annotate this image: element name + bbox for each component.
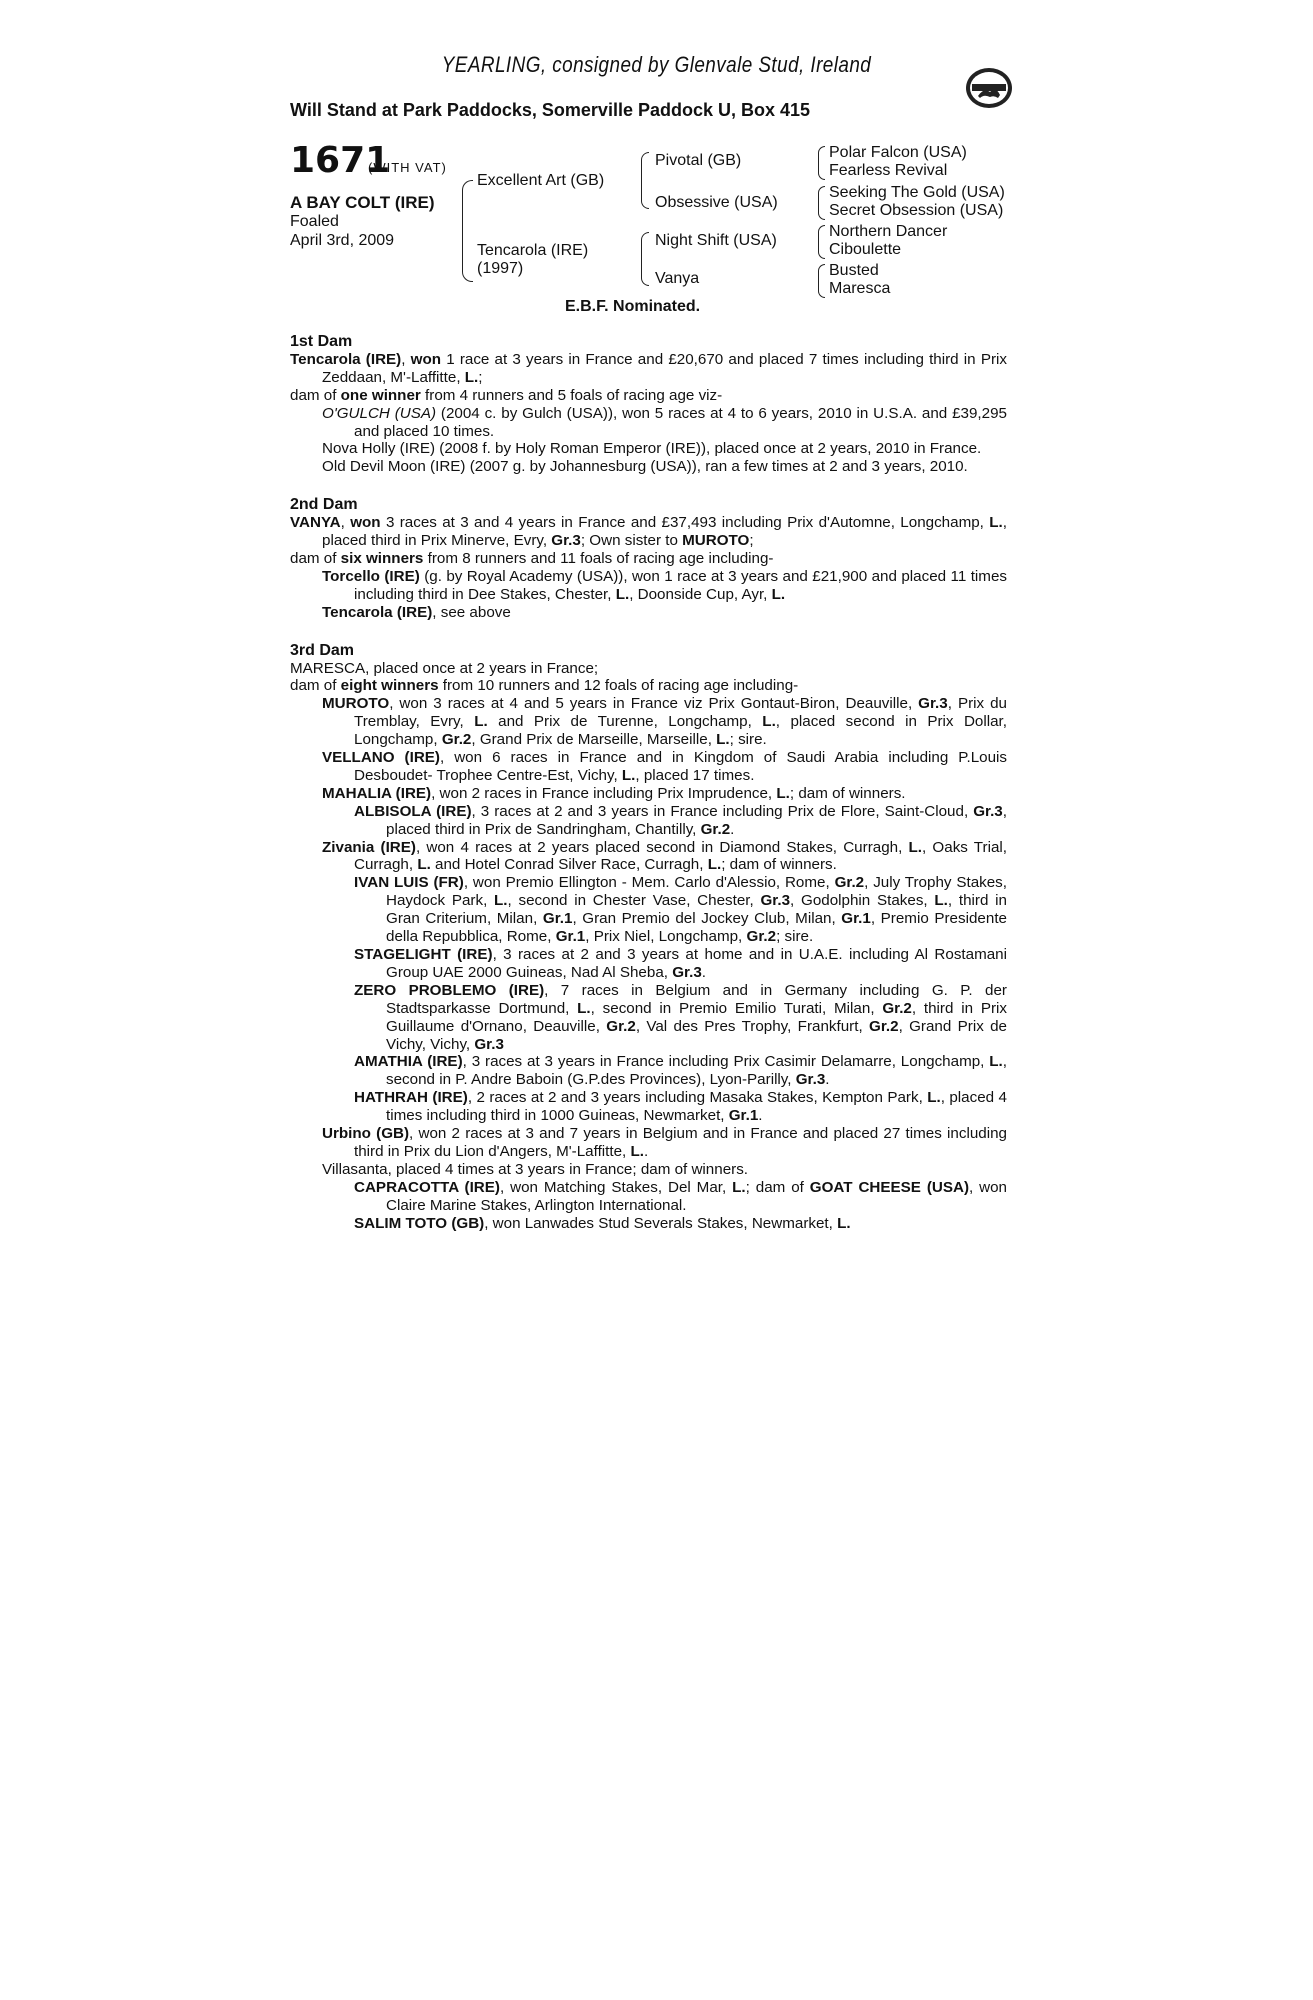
list-item: AMATHIA (IRE), 3 races at 3 years in France including Prix Casimir Delamarre, Longchamp, L., second in P. Andre Baboin (G.P.des Provinces), Lyon-Parilly, Gr.3.	[354, 1053, 1007, 1089]
pedigree-g3: Seeking The Gold (USA)	[829, 184, 1005, 201]
foaled-info	[290, 212, 394, 250]
list-item: CAPRACOTTA (IRE), won Matching Stakes, Del Mar, L.; dam of GOAT CHEESE (USA), won Claire Marine Stakes, Arlington International.	[354, 1178, 1008, 1214]
list-item: IVAN LUIS (FR), won Premio Ellington - Mem. Carlo d'Alessio, Rome, Gr.2, July Trophy Stakes, Haydock Park, L., second in Chester Vase, Chester, Gr.3, Godolphin Stakes, L., third in Gran Criterium, Milan, Gr.1, Gran Premio del Jockey Club, Milan, Gr.1, Premio Presidente della Repubblica, Rome, Gr.1, Prix Niel, Longchamp, Gr.2; sire.	[354, 874, 1007, 946]
list-item: Nova Holly (IRE) (2008 f. by Holy Roman Emperor (IRE)), placed once at 2 years, 2010 in France.	[322, 440, 982, 458]
third-dam-intro: MARESCA, placed once at 2 years in France;	[290, 659, 599, 677]
foaled-date: April 3rd, 2009	[290, 232, 395, 249]
list-item: ZERO PROBLEMO (IRE), 7 races in Belgium and in Germany including G. P. der Stadtsparkasse Dortmund, L., second in Premio Emilio Turati, Milan, Gr.2, third in Prix Guillaume d'Ornano, Deauville, Gr.2, Val des Pres Trophy, Frankfurt, Gr.2, Grand Prix de Vichy, Vichy, Gr.3	[354, 981, 1007, 1053]
lot-description: A BAY COLT (IRE)	[290, 193, 435, 212]
pedigree-dam-dam: Vanya	[655, 270, 700, 287]
pedigree-sire: Excellent Art (GB)	[477, 172, 605, 189]
list-item: Old Devil Moon (IRE) (2007 g. by Johannesburg (USA)), ran a few times at 2 and 3 years, 2010.	[322, 458, 968, 476]
pedigree-brace	[641, 152, 649, 209]
pedigree-g8: Maresca	[829, 280, 891, 297]
pedigree-sire-dam: Obsessive (USA)	[655, 194, 778, 211]
pedigree-brace	[818, 146, 825, 180]
pedigree-g1: Polar Falcon (USA)	[829, 144, 967, 161]
list-item: ALBISOLA (IRE), 3 races at 2 and 3 years in France including Prix de Flore, Saint-Cloud, Gr.3, placed third in Prix de Sandringham, Chantilly, Gr.2.	[354, 802, 1007, 838]
pedigree-g2: Fearless Revival	[829, 162, 948, 179]
produce-record	[290, 333, 1007, 1233]
pedigree-brace	[641, 232, 649, 286]
pedigree-brace	[462, 180, 473, 282]
pedigree-dam: Tencarola (IRE)	[477, 242, 589, 259]
list-item: Urbino (GB), won 2 races at 3 and 7 years in Belgium and in France and placed 27 times including third in Prix du Lion d'Angers, M'-Laffitte, L..	[322, 1125, 1007, 1160]
third-dam-heading: 3rd Dam	[290, 641, 355, 659]
list-item: MAHALIA (IRE), won 2 races in France including Prix Imprudence, L.; dam of winners.	[322, 784, 906, 802]
first-dam-produce: dam of one winner from 4 runners and 5 foals of racing age viz-	[290, 386, 723, 404]
second-dam-heading: 2nd Dam	[290, 496, 358, 514]
first-dam-heading: 1st Dam	[290, 333, 353, 350]
ebf-nomination: E.B.F. Nominated.	[565, 298, 701, 315]
pedigree-sire-sire: Pivotal (GB)	[655, 152, 742, 169]
pedigree-brace	[818, 225, 825, 259]
list-item: VELLANO (IRE), won 6 races in France and in Kingdom of Saudi Arabia including P.Louis Desboudet- Trophee Centre-Est, Vichy, L., placed 17 times.	[322, 749, 1007, 784]
pedigree-g5: Northern Dancer	[829, 223, 948, 240]
stand-location: Will Stand at Park Paddocks, Somerville Paddock U, Box 415	[290, 100, 811, 120]
list-item: SALIM TOTO (GB), won Lanwades Stud Severals Stakes, Newmarket, L.	[354, 1214, 851, 1232]
pedigree-brace	[818, 264, 825, 298]
list-item: Torcello (IRE) (g. by Royal Academy (USA)), won 1 race at 3 years and £21,900 and placed 11 times including third in Dee Stakes, Chester, L., Doonside Cup, Ayr, L.	[322, 567, 1007, 603]
header-title: YEARLING, consigned by Glenvale Stud, Ireland	[441, 52, 872, 77]
list-item: Zivania (IRE), won 4 races at 2 years placed second in Diamond Stakes, Curragh, L., Oaks Trial, Curragh, L. and Hotel Conrad Silver Race, Curragh, L.; dam of winners.	[322, 838, 1007, 874]
list-item: O'GULCH (USA) (2004 c. by Gulch (USA)), won 5 races at 4 to 6 years, 2010 in U.S.A. and £39,295 and placed 10 times.	[322, 404, 1007, 440]
vat-note: (WITH VAT)	[368, 160, 447, 175]
second-dam-produce: dam of six winners from 8 runners and 11 foals of racing age including-	[290, 549, 774, 567]
tattersalls-logo-icon	[964, 66, 1014, 110]
third-dam-produce: dam of eight winners from 10 runners and 12 foals of racing age including-	[290, 677, 799, 695]
pedigree-brace	[818, 186, 825, 220]
list-item: Tencarola (IRE), see above	[322, 603, 511, 621]
foaled-label: Foaled	[290, 213, 339, 230]
pedigree-dam-sire: Night Shift (USA)	[655, 232, 777, 249]
list-item: HATHRAH (IRE), 2 races at 2 and 3 years including Masaka Stakes, Kempton Park, L., placed 4 times including third in 1000 Guineas, Newmarket, Gr.1.	[354, 1089, 1007, 1125]
lot-number: 1671	[290, 140, 391, 181]
pedigree-g4: Secret Obsession (USA)	[829, 202, 1004, 219]
first-dam-record: Tencarola (IRE), won 1 race at 3 years in France and £20,670 and placed 7 times including third in Prix Zeddaan, M'-Laffitte, L.;	[290, 350, 1007, 386]
second-dam-record: VANYA, won 3 races at 3 and 4 years in France and £37,493 including Prix d'Automne, Longchamp, L., placed third in Prix Minerve, Evry, Gr.3; Own sister to MUROTO;	[290, 514, 1007, 550]
list-item: Villasanta, placed 4 times at 3 years in France; dam of winners.	[322, 1160, 749, 1178]
pedigree-g6: Ciboulette	[829, 241, 902, 258]
pedigree-dam-year: (1997)	[477, 260, 524, 277]
list-item: STAGELIGHT (IRE), 3 races at 2 and 3 years at home and in U.A.E. including Al Rostamani Group UAE 2000 Guineas, Nad Al Sheba, Gr.3.	[354, 946, 1007, 981]
pedigree-g7: Busted	[829, 262, 879, 279]
list-item: MUROTO, won 3 races at 4 and 5 years in France viz Prix Gontaut-Biron, Deauville, Gr.3, Prix du Tremblay, Evry, L. and Prix de Turenne, Longchamp, L., placed second in Prix Dollar, Longchamp, Gr.2, Grand Prix de Marseille, Marseille, L.; sire.	[322, 695, 1007, 749]
